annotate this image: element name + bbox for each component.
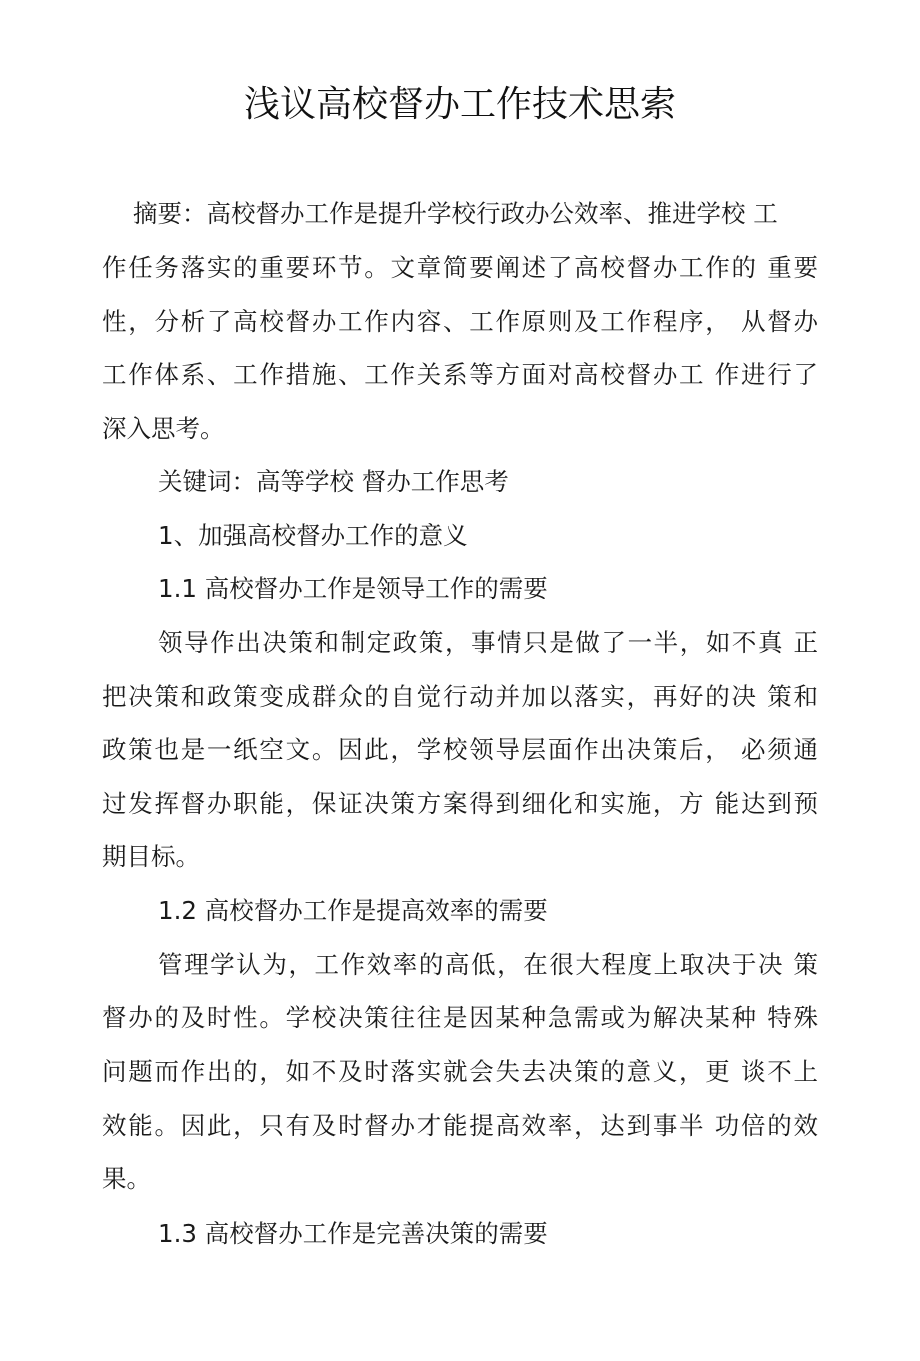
paragraph-line: 效能。因此，只有及时督办才能提高效率，达到事半 功倍的效 (102, 1111, 818, 1140)
subsection-heading: 1.1 高校督办工作是领导工作的需要 (158, 574, 548, 603)
paragraph-line: 问题而作出的，如不及时落实就会失去决策的意义，更 谈不上 (102, 1057, 818, 1086)
paragraph-line: 过发挥督办职能，保证决策方案得到细化和实施，方 能达到预 (102, 789, 818, 818)
abstract-line: 作任务落实的重要环节。文章简要阐述了高校督办工作的 重要 (102, 253, 818, 282)
paragraph-line: 政策也是一纸空文。因此，学校领导层面作出决策后， 必须通 (102, 735, 818, 764)
paragraph-line: 期目标。 (102, 842, 200, 871)
paragraph-line: 督办的及时性。学校决策往往是因某种急需或为解决某种 特殊 (102, 1003, 818, 1032)
abstract-line: 深入思考。 (102, 414, 225, 443)
keywords: 关键词：高等学校 督办工作思考 (158, 467, 509, 496)
section-heading: 1、加强高校督办工作的意义 (158, 521, 468, 550)
subsection-heading: 1.2 高校督办工作是提高效率的需要 (158, 896, 548, 925)
paragraph-line: 果。 (102, 1164, 151, 1193)
document-title: 浅议高校督办工作技术思索 (243, 84, 676, 125)
abstract-line: 工作体系、工作措施、工作关系等方面对高校督办工 作进行了 (102, 360, 818, 389)
abstract-line: 摘要：高校督办工作是提升学校行政办公效率、推进学校 工 (133, 199, 778, 228)
subsection-heading: 1.3 高校督办工作是完善决策的需要 (158, 1219, 548, 1248)
paragraph-line: 把决策和政策变成群众的自觉行动并加以落实，再好的决 策和 (102, 682, 818, 711)
abstract-line: 性，分析了高校督办工作内容、工作原则及工作程序， 从督办 (102, 307, 818, 336)
paragraph-line: 管理学认为，工作效率的高低，在很大程度上取决于决 策 (158, 950, 818, 979)
paragraph-line: 领导作出决策和制定政策，事情只是做了一半，如不真 正 (158, 628, 818, 657)
